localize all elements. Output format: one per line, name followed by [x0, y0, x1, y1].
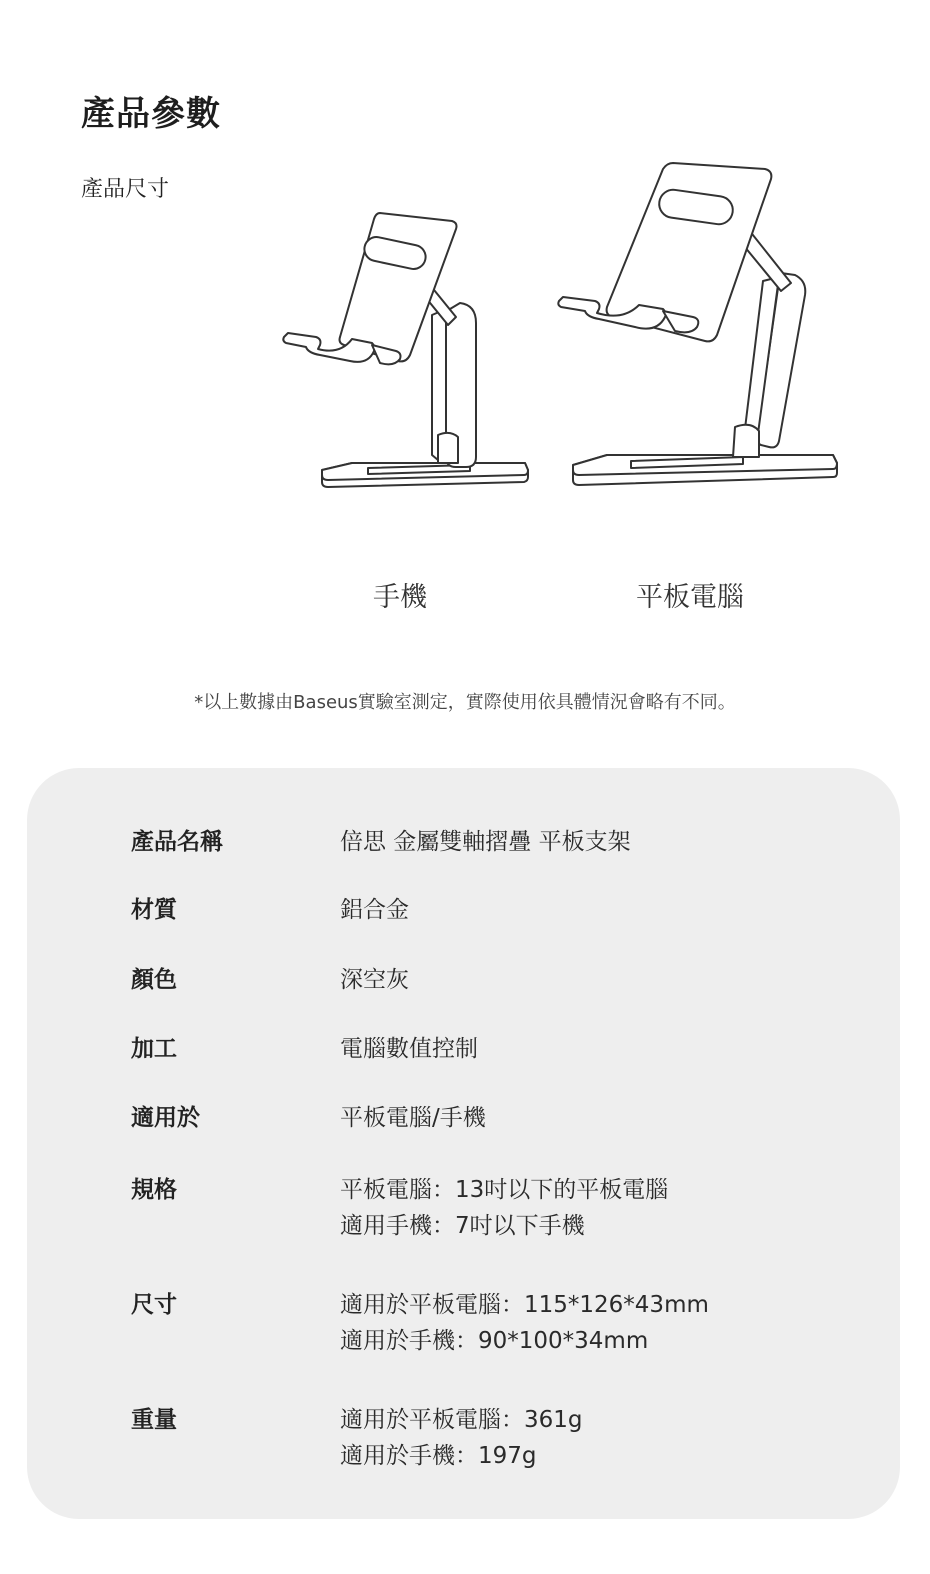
spec-value-line: 鋁合金 [340, 897, 409, 923]
phone-caption: 手機 [373, 582, 427, 613]
spec-value-line: 適用於平板電腦：115*126*43mm [340, 1292, 709, 1318]
spec-key: 顏色 [131, 967, 177, 993]
spec-value [340, 824, 631, 860]
spec-value [340, 962, 409, 998]
spec-value-line: 倍思 金屬雙軸摺疊 平板支架 [340, 829, 631, 855]
spec-value-line: 適用於平板電腦：361g [340, 1407, 583, 1433]
spec-value [340, 1287, 709, 1359]
spec-value [340, 892, 409, 928]
spec-key: 尺寸 [131, 1292, 177, 1318]
spec-card [27, 768, 900, 1519]
spec-value [340, 1031, 478, 1067]
spec-value-line: 平板電腦：13吋以下的平板電腦 [340, 1177, 669, 1203]
spec-value-line: 適用手機：7吋以下手機 [340, 1213, 585, 1239]
spec-key: 加工 [131, 1036, 177, 1062]
tablet-stand-icon [555, 155, 845, 505]
spec-value-line: 電腦數值控制 [340, 1036, 478, 1062]
spec-value [340, 1100, 486, 1136]
spec-key: 產品名稱 [131, 829, 223, 855]
spec-key: 規格 [131, 1177, 177, 1203]
page-title: 產品參數 [81, 94, 221, 134]
section-label: 產品尺寸 [81, 177, 170, 202]
spec-key: 適用於 [131, 1105, 200, 1131]
tablet-caption: 平板電腦 [636, 582, 744, 613]
spec-key: 重量 [131, 1407, 177, 1433]
spec-value-line: 平板電腦/手機 [340, 1105, 486, 1131]
spec-value-line: 適用於手機：90*100*34mm [340, 1328, 649, 1354]
phone-stand-icon [280, 205, 540, 505]
spec-value [340, 1402, 583, 1474]
footnote: *以上數據由Baseus實驗室測定，實際使用依具體情況會略有不同。 [194, 692, 736, 713]
spec-value-line: 深空灰 [340, 967, 409, 993]
spec-value-line: 適用於手機：197g [340, 1443, 537, 1469]
spec-value [340, 1172, 668, 1244]
spec-key: 材質 [131, 897, 177, 923]
